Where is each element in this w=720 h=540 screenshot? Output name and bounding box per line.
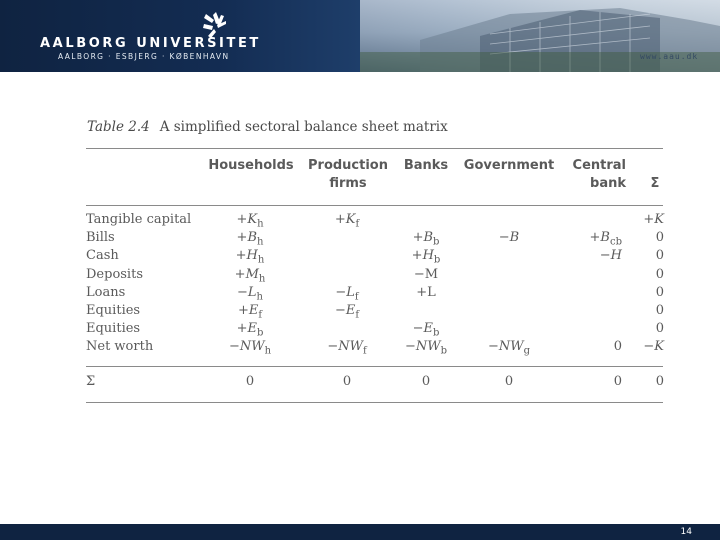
sum-cell: 0	[245, 374, 255, 389]
row-label: Loans	[86, 284, 126, 300]
table-cell: $+E_b$	[236, 321, 264, 339]
row-label: Equities	[86, 303, 141, 318]
table-cell: $+K_f$	[334, 212, 360, 230]
table-number: Table 2.4	[87, 119, 150, 135]
table-cell: $+H_h$	[235, 248, 265, 266]
table-cell: +L	[416, 284, 436, 300]
table-cell: $+E_f$	[237, 303, 263, 321]
column-header-line: Production	[308, 158, 388, 173]
table-cell: $+K_h$	[236, 212, 264, 230]
table-cell: $+B_b$	[412, 230, 440, 248]
website-link[interactable]: www.aau.dk	[640, 52, 699, 61]
sum-cell: 0	[655, 374, 664, 389]
column-header-central-bank	[566, 157, 626, 193]
sum-cell: 0	[421, 374, 431, 389]
table-body-rule	[86, 366, 663, 367]
table-cell: 0	[655, 321, 664, 337]
sum-cell: 0	[613, 374, 622, 389]
table-cell: $-NW_h$	[228, 339, 272, 357]
table-cell: −K	[643, 339, 664, 355]
column-header-line: firms	[329, 176, 367, 191]
table-cell: 0	[655, 284, 664, 300]
university-name	[40, 36, 261, 51]
table-cell: $-E_b$	[412, 321, 440, 339]
row-label: Tangible capital	[86, 212, 192, 227]
column-header-households	[207, 157, 295, 175]
table-cell: $-NW_f$	[327, 339, 367, 357]
sum-row-label: Σ	[86, 374, 96, 389]
table-title: A simplified sectoral balance sheet matrix	[159, 119, 448, 135]
column-header-line: Government	[463, 158, 555, 173]
table-caption	[87, 119, 448, 135]
column-header-government	[460, 157, 558, 175]
header-banner	[0, 0, 720, 72]
column-header-line: bank	[590, 176, 626, 191]
table-cell: −M	[413, 266, 439, 282]
table-cell: $+H_b$	[411, 248, 441, 266]
table-cell: +K	[643, 212, 664, 227]
table-cell: 0	[655, 230, 664, 246]
table-cell: $+B_{cb}$	[589, 230, 622, 248]
brand-universitet: UNIVERSITET	[136, 36, 261, 51]
table-bottom-rule	[86, 402, 663, 403]
table-cell: $-L_f$	[335, 284, 359, 303]
table-cell: $+B_h$	[236, 230, 264, 248]
table-cell: $-E_f$	[334, 303, 360, 321]
table-cell: 0	[655, 303, 664, 318]
column-header-sum	[640, 175, 670, 193]
row-label: Equities	[86, 321, 141, 337]
table-cell: $-NW_g$	[487, 339, 531, 357]
table-cell: −B	[498, 230, 520, 246]
row-label: Deposits	[86, 266, 143, 282]
page-number: 14	[680, 527, 692, 537]
campus-list: AALBORG · ESBJERG · KØBENHAVN	[58, 52, 230, 61]
table-top-rule	[86, 148, 663, 149]
table-header-rule	[86, 205, 663, 206]
column-header-line: Central	[572, 158, 626, 173]
table-cell: 0	[655, 248, 664, 264]
table-cell: 0	[655, 266, 664, 282]
table-cell: $-NW_b$	[404, 339, 448, 357]
sum-cell: 0	[504, 374, 514, 389]
table-cell: $+M_h$	[234, 266, 266, 285]
column-header-line: Households	[208, 158, 294, 173]
table-cell: 0	[613, 339, 622, 355]
row-label: Bills	[86, 230, 115, 246]
column-header-line: Banks	[403, 158, 449, 173]
table-cell: $-L_h$	[237, 284, 263, 303]
footer-bar	[0, 524, 720, 540]
row-label: Net worth	[86, 339, 154, 355]
column-header-production-firms	[305, 157, 391, 193]
building-graphic	[360, 0, 720, 72]
column-header-line: Σ	[650, 176, 660, 191]
sum-cell: 0	[342, 374, 352, 389]
column-header-banks	[400, 157, 452, 175]
brand-aalborg: AALBORG	[40, 36, 129, 51]
row-label: Cash	[86, 248, 119, 264]
table-cell: −H	[599, 248, 622, 264]
